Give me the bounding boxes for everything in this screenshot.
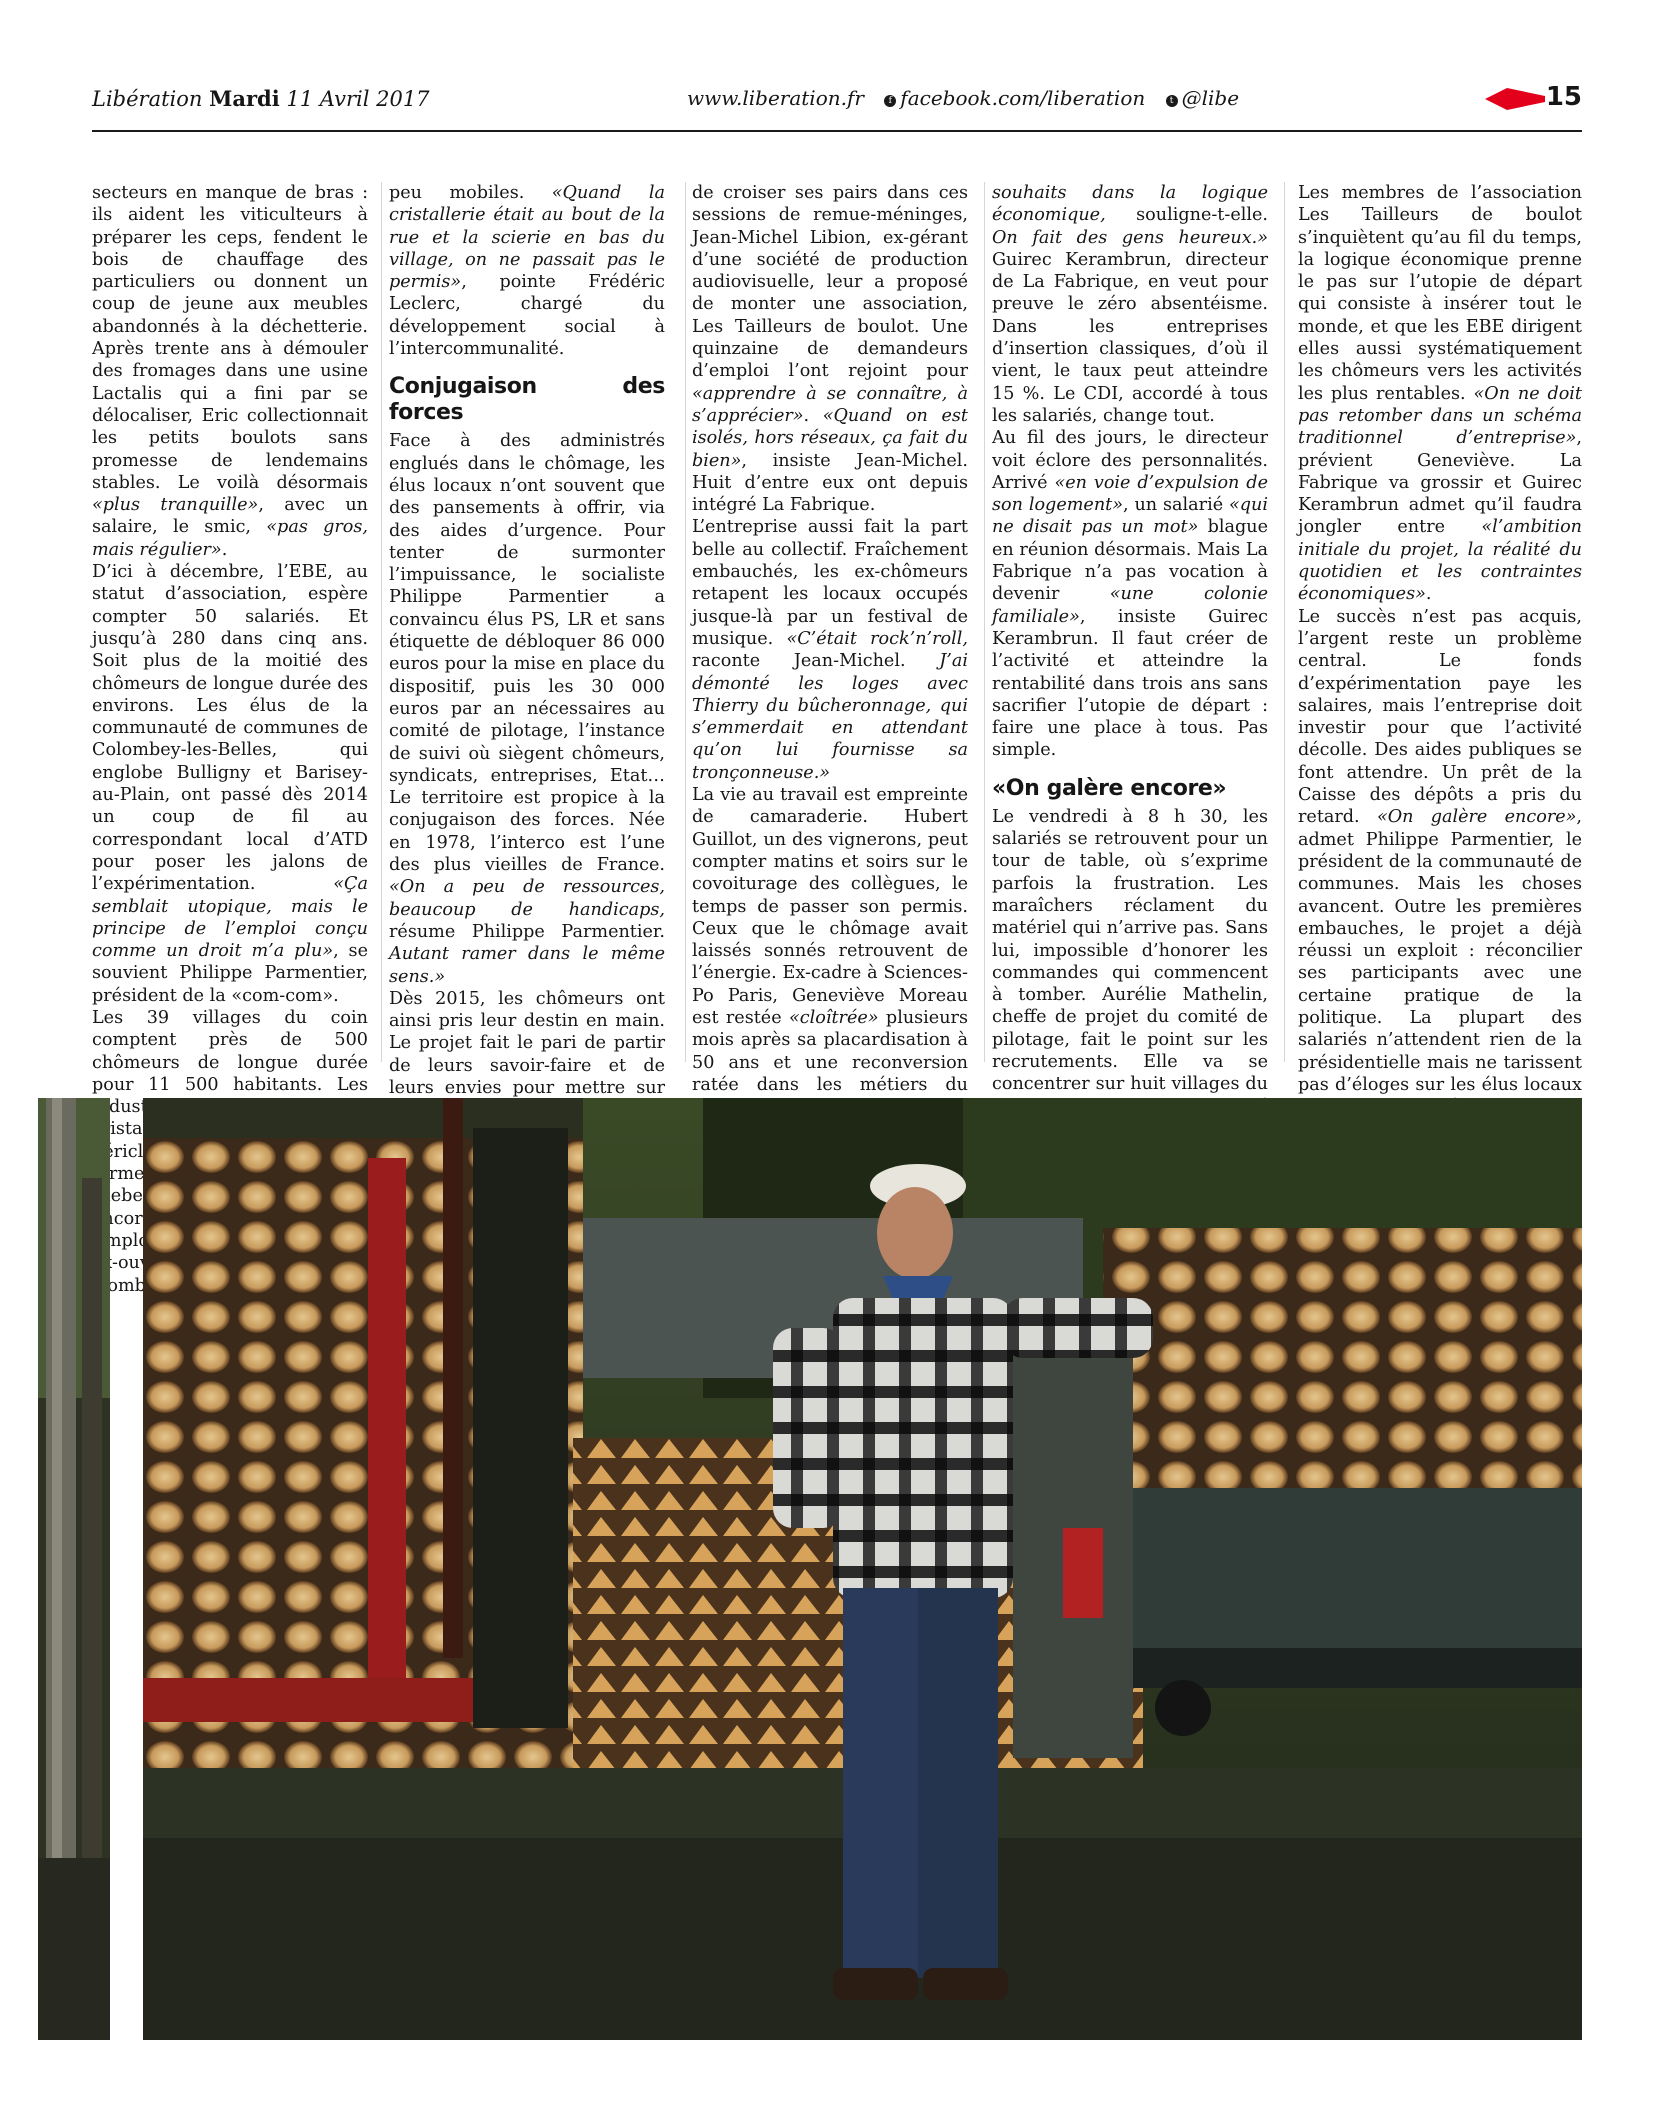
twitter-link[interactable]: @libe	[1181, 86, 1240, 110]
article-column-3: de croiser ses pairs dans ces sessions de remue-méninges, Jean-Michel Libion, ex-gérant d’une société de production audiovisuelle, leur a proposé de monter une association, Les Tailleurs de boulot. Une quinzaine de demandeurs d’emploi l’ont rejoint pour «apprendre à se connaître, à s’apprécier». «Quand on est isolés, hors réseaux, ça fait du bien», insiste Jean-Michel. Huit d’entre eux ont depuis intégré La Fabrique. L’entreprise aussi fait la part belle au collectif. Fraîchement embauchés, les ex-chômeurs retapent les locaux occupés jusque-là par un festival de musique. «C’était rock’n’roll, raconte Jean-Michel. J’ai démonté les loges avec Thierry du bûcheronnage, qui s’emmerdait en attendant qu’on lui fournisse sa tronçonneuse.» La vie au travail est empreinte de camaraderie. Hubert Guillot, un des vignerons, peut compter matins et soirs sur le covoiturage des collègues, le temps de passer son permis. Ceux que le chômage avait laissés sonnés retrouvent de l’énergie. Ex-cadre à Sciences-Po Paris, Geneviève Moreau est restée «cloîtrée» plusieurs mois après sa placardisation à 50 ans et une reconversion ratée dans les métiers du	[692, 183, 968, 1095]
facebook-icon: f	[884, 95, 896, 107]
facebook-link[interactable]: facebook.com/liberation	[900, 86, 1146, 110]
article-body	[92, 182, 1583, 1296]
tree-trunk-photo	[38, 1098, 110, 2040]
page-number: 15	[1545, 82, 1582, 112]
website-link[interactable]: www.liberation.fr	[687, 86, 864, 110]
section-heading: «On galère encore»	[992, 775, 1227, 801]
page-header	[92, 80, 1582, 132]
article-column-1: secteurs en manque de bras : ils aident les viticulteurs à préparer les ceps, fendent le bois de chauffage des particuliers ou donnent un coup de jeune aux meubles abandonnés à la déchetterie. Après trente ans à démouler des fromages dans une usine Lactalis qui a fini par se délocaliser, Eric collectionnait les petits boulots sans promesse de lendemains stables. Le voilà désormais «plus tranquille», avec un salaire, le smic, «pas gros, mais régulier». D’ici à décembre, l’EBE, au statut d’association, espère compter 50 salariés. Et jusqu’à 280 dans cinq ans. Soit plus de la moitié des chômeurs de longue durée des environs. Les élus de la communauté de communes de Colombey-les-Belles, qui englobe Bulligny et Barisey-au-Plain, ont passé dès 2014 un coup de fil au correspondant local d’ATD pour poser les jalons de l’expérimentation. «Ça semblait utopique, mais le principe de l’emploi conçu comme un droit m’a plu», se souvient Philippe Parmentier, président de la «com-com». Les 39 villages du coin comptent près de 500 chômeurs de longue durée pour 11 500 habitants. Les industries cristal, périclitent. fermeture Kleber encore Emploi. ex-ouvriers Nombre	[92, 183, 368, 1296]
date-rest: 11 Avril 2017	[286, 87, 430, 111]
section-heading: Conjugaison des forces	[389, 374, 665, 426]
article-column-4: souhaits dans la logique économique, souligne-t-elle. On fait des gens heureux.» Guirec Kerambrun, directeur de La Fabrique, en veut pour preuve le zéro absentéisme. Dans les entreprises d’insertion classiques, d’où il vient, le taux peut atteindre 15 %. Le CDI, accordé à tous les salariés, change tout. Au fil des jours, le directeur voit éclore des personnalités. Arrivé «en voie d’expulsion de son logement», un salarié «qui ne disait pas un mot» blague en réunion désormais. Mais La Fabrique n’a pas vocation à devenir «une colonie familiale», insiste Guirec Kerambrun. Il faut créer de l’activité et atteindre la rentabilité dans trois ans sans sacrifier l’utopie de départ : faire une place à tous. Pas simple. «On galère encore» Le vendredi à 8 h 30, les salariés se retrouvent pour un tour de table, où s’exprime parfois la frustration. Les maraîchers réclament du matériel qui n’arrive pas. Sans lui, impossible d’honorer les commandes qui commencent à tomber. Aurélie Mathelin, cheffe de projet du comité de pilotage, fait le point sur les recrutements. Elle va se concentrer sur huit villages du	[992, 183, 1268, 1095]
woodpile-photo	[143, 1098, 1582, 2040]
liberation-logo-icon	[1485, 88, 1545, 110]
article-column-2: peu mobiles. «Quand la cristallerie était au bout de la rue et la scierie en bas du village, on ne passait pas le permis», pointe Frédéric Leclerc, chargé du développement social à l’intercommunalité. Conjugaison des forces Face à des administrés englués dans le chômage, les élus locaux n’ont souvent que des pansements à offrir, via des aides d’urgence. Pour tenter de surmonter l’impuissance, le socialiste Philippe Parmentier a convaincu élus PS, LR et sans étiquette de débloquer 86 000 euros pour la mise en place du dispositif, puis les 30 000 euros par an nécessaires au comité de pilotage, l’instance de suivi où siègent chômeurs, syndicats, entreprises, Etat… Le territoire est propice à la conjugaison des forces. Née en 1978, l’interco est l’une des plus vieilles de France. «On a peu de ressources, beaucoup de handicaps, résume Philippe Parmentier. Autant ramer dans le même sens.» Dès 2015, les chômeurs ont ainsi pris leur destin en main. Le projet fait le pari de partir de leurs savoir-faire et de leurs envies pour mettre sur	[389, 183, 665, 1098]
paper-name: Libération	[92, 87, 203, 111]
date-day: Mardi	[209, 86, 280, 111]
twitter-icon: t	[1166, 95, 1178, 107]
masthead-date	[92, 86, 430, 111]
header-links	[687, 86, 1239, 110]
article-column-5: Les membres de l’association Les Tailleurs de boulot s’inquiètent qu’au fil du temps, la logique économique prenne le pas sur l’utopie de départ qui consiste à insérer tout le monde, et que les EBE dirigent elles aussi systématiquement les chômeurs vers les activités les plus rentables. «On ne doit pas retomber dans un schéma traditionnel d’entreprise», prévient Geneviève. La Fabrique va grossir et Guirec Kerambrun admet qu’il faudra jongler entre «l’ambition initiale du projet, la réalité du quotidien et les contraintes économiques». Le succès n’est pas acquis, l’argent reste un problème central. Le fonds d’expérimentation paye les salaires, mais l’entreprise doit investir pour que l’activité décolle. Des aides publiques se font attendre. Un prêt de la Caisse des dépôts a pris du retard. «On galère encore», admet Philippe Parmentier, le président de la communauté de communes. Mais les choses avancent. Outre les premières embauches, le projet a déjà réussi un exploit : réconcilier ses participants avec une certaine pratique de la politique. La plupart des salariés n’attendent rien de la présidentielle mais ne tarissent pas d’éloges sur les élus locaux	[1298, 182, 1582, 1072]
